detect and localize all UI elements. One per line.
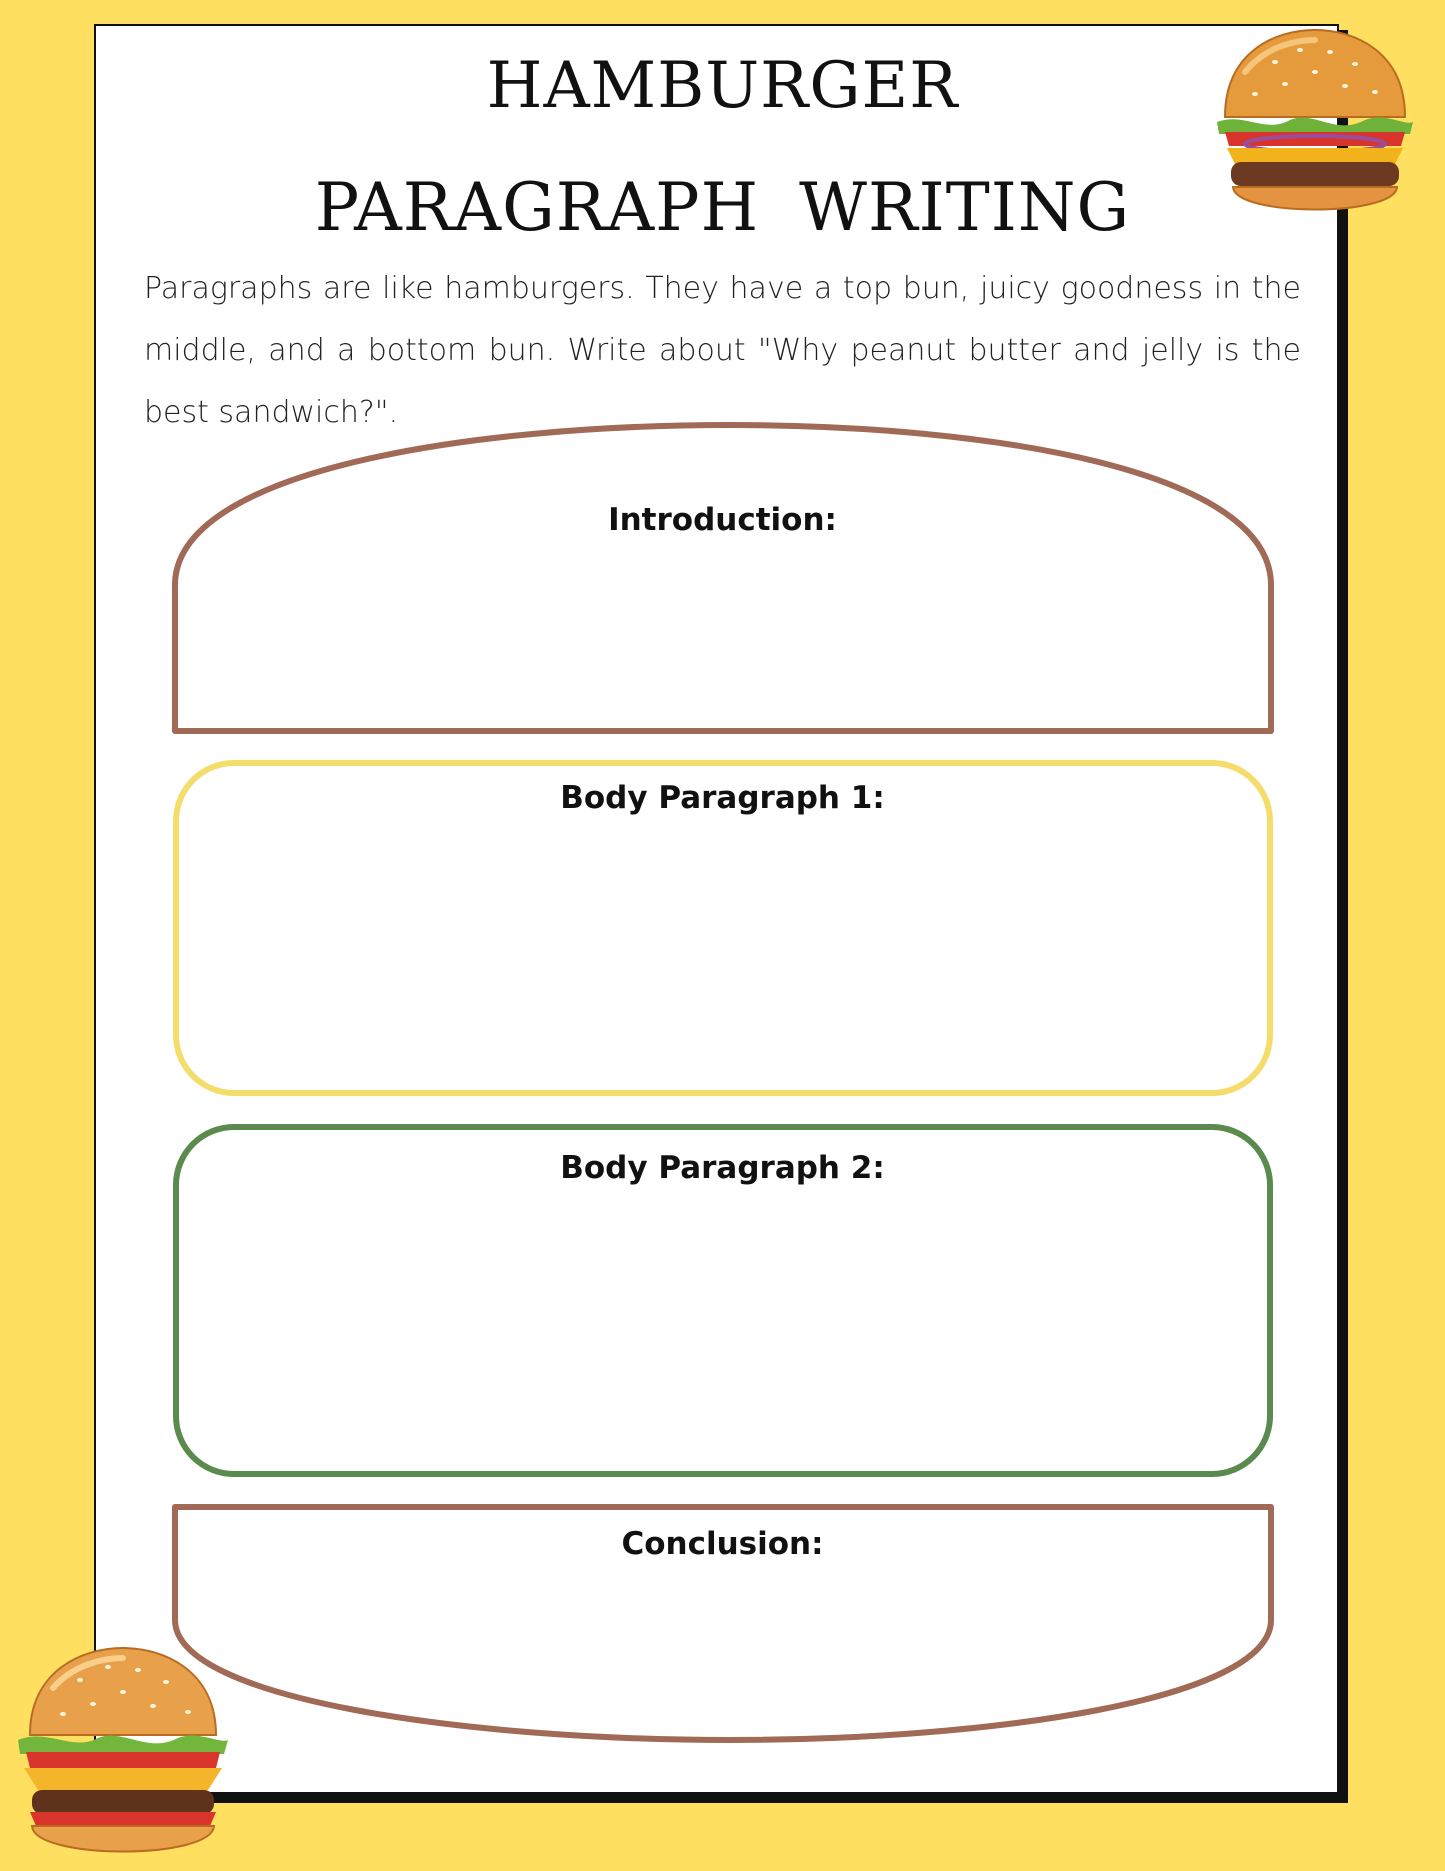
body-paragraph-2-label: Body Paragraph 2:: [560, 1150, 885, 1186]
hamburger-icon: [1205, 22, 1425, 232]
instructions-text: Paragraphs are like hamburgers. They have a top bun, juicy goodness in the middle, and a bottom bun. Write about "Why peanut butter and jelly is the best sandwich?".: [144, 271, 1301, 430]
page-title-line2: PARAGRAPH WRITING: [314, 169, 1131, 246]
hamburger-icon: [8, 1640, 238, 1865]
introduction-label: Introduction:: [608, 502, 837, 538]
page-title-line1: HAMBURGER: [486, 49, 959, 123]
body-paragraph-1-label: Body Paragraph 1:: [560, 780, 885, 816]
introduction-box[interactable]: [175, 425, 1271, 731]
conclusion-label: Conclusion:: [621, 1526, 824, 1562]
